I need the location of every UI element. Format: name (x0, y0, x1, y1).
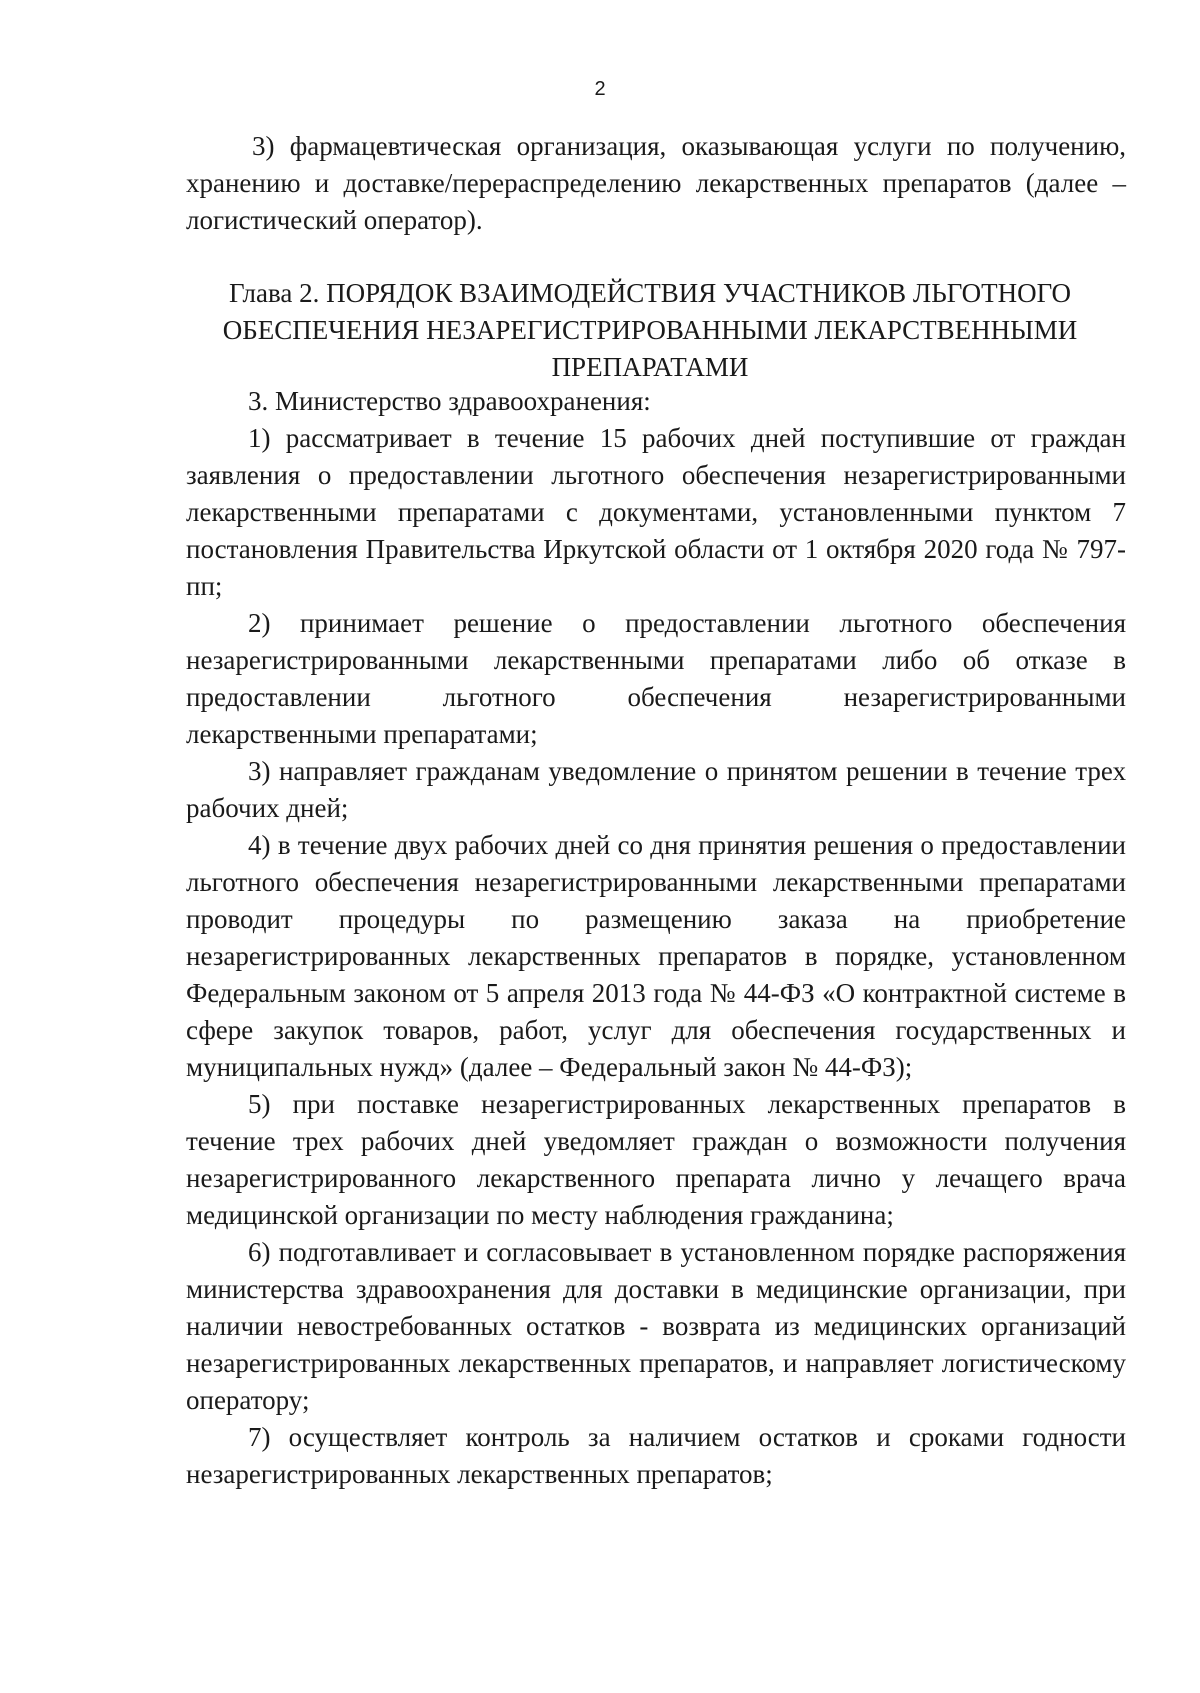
list-item: 7) осуществляет контроль за наличием остатков и сроками годности незарегистрированных лекарственных препаратов; (186, 1422, 1126, 1489)
list-item: 2) принимает решение о предоставлении льготного обеспечения незарегистрированными лекарственными препаратами либо об отказе в предоставлении льготного обеспечения незарегистрированными лекарственными препаратами; (186, 608, 1126, 749)
chapter-heading (150, 275, 1150, 386)
page-number: 2 (594, 78, 606, 100)
list-item: 4) в течение двух рабочих дней со дня принятия решения о предоставлении льготного обеспечения незарегистрированными лекарственными препаратами проводит процедуры по размещению заказа на приобретение незарегистрированных лекарственных препаратов в порядке, установленном Федеральным законом от 5 апреля 2013 года № 44-ФЗ «О контрактной системе в сфере закупок товаров, работ, услуг для обеспечения государственных и муниципальных нужд» (далее – Федеральный закон № 44-ФЗ); (186, 830, 1126, 1082)
intro-block (186, 128, 1126, 239)
chapter-heading-line: ПРЕПАРАТАМИ (551, 352, 749, 382)
list-item: 1) рассматривает в течение 15 рабочих дней поступившие от граждан заявления о предоставлении льготного обеспечения незарегистрированными лекарственными препаратами с документами, установленными пунктом 7 постановления Правительства Иркутской области от 1 октября 2020 года № 797-пп; (186, 423, 1126, 601)
list-item: 6) подготавливает и согласовывает в установленном порядке распоряжения министерства здравоохранения для доставки в медицинские организации, при наличии невостребованных остатков - возврата из медицинских организаций незарегистрированных лекарственных препаратов, и направляет логистическому оператору; (186, 1237, 1126, 1415)
intro-paragraph: 3) фармацевтическая организация, оказывающая услуги по получению, хранению и доставке/перераспределению лекарственных препаратов (далее – логистический оператор). (186, 131, 1126, 235)
list-item: 5) при поставке незарегистрированных лекарственных препаратов в течение трех рабочих дней уведомляет граждан о возможности получения незарегистрированного лекарственного препарата лично у лечащего врача медицинской организации по месту наблюдения гражданина; (186, 1089, 1126, 1230)
section-body (186, 383, 1126, 1493)
chapter-heading-line: ОБЕСПЕЧЕНИЯ НЕЗАРЕГИСТРИРОВАННЫМИ ЛЕКАРСТВЕННЫМИ (222, 315, 1078, 345)
section-title: 3. Министерство здравоохранения: (248, 386, 651, 416)
list-item: 3) направляет гражданам уведомление о принятом решении в течение трех рабочих дней; (186, 756, 1126, 823)
chapter-heading-line: Глава 2. ПОРЯДОК ВЗАИМОДЕЙСТВИЯ УЧАСТНИКОВ ЛЬГОТНОГО (228, 278, 1072, 308)
